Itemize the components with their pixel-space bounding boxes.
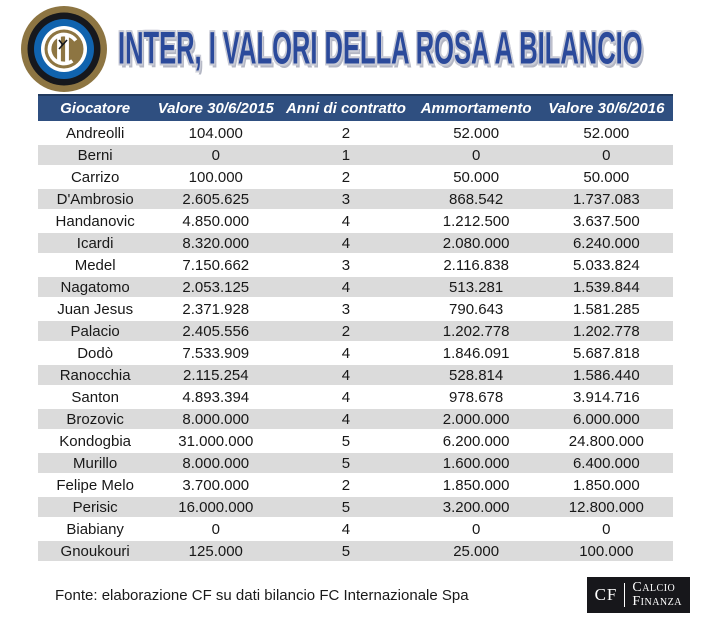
value-cell: 4.893.394 xyxy=(182,388,250,406)
player-name-cell: Dodò xyxy=(77,344,114,362)
column-header: Giocatore xyxy=(38,94,152,121)
page-title: INTER, I VALORI DELLA ROSA A BILANCIO xyxy=(118,23,643,74)
player-name-cell: Brozovic xyxy=(38,409,152,429)
value-cell: 4 xyxy=(279,233,412,253)
value-cell: 4 xyxy=(279,409,412,429)
value-cell: 2 xyxy=(341,168,351,186)
value-cell: 8.000.000 xyxy=(152,453,279,473)
column-header: Anni di contratto xyxy=(279,94,412,121)
value-cell: 100.000 xyxy=(188,168,243,186)
value-cell: 1.600.000 xyxy=(413,453,540,473)
value-cell: 2.000.000 xyxy=(413,409,540,429)
value-cell: 50.000 xyxy=(583,168,630,186)
value-cell: 6.000.000 xyxy=(540,409,673,429)
value-cell: 3.914.716 xyxy=(572,388,640,406)
value-cell: 52.000 xyxy=(583,124,630,142)
value-cell: 3.200.000 xyxy=(413,497,540,517)
value-cell: 1.202.778 xyxy=(413,321,540,341)
value-cell: 2 xyxy=(341,124,351,142)
player-name-cell: Kondogbia xyxy=(59,432,132,450)
value-cell: 3.637.500 xyxy=(572,212,640,230)
value-cell: 4 xyxy=(279,277,412,297)
value-cell: 6.200.000 xyxy=(442,432,510,450)
value-cell: 5 xyxy=(279,497,412,517)
value-cell: 4 xyxy=(341,520,351,538)
value-cell: 3 xyxy=(341,256,351,274)
player-name-cell: Perisic xyxy=(38,497,152,517)
table-row xyxy=(38,343,673,363)
player-name-cell: Juan Jesus xyxy=(57,300,134,318)
value-cell: 4 xyxy=(341,212,351,230)
value-cell: 2.605.625 xyxy=(152,189,279,209)
value-cell: 5 xyxy=(279,453,412,473)
value-cell: 4 xyxy=(279,365,412,385)
table-row xyxy=(38,453,673,473)
table-row xyxy=(38,409,673,429)
inter-crest-icon xyxy=(20,5,108,93)
value-cell: 2 xyxy=(279,321,412,341)
value-cell: 978.678 xyxy=(449,388,504,406)
value-cell: 50.000 xyxy=(453,168,500,186)
value-cell: 1.581.285 xyxy=(572,300,640,318)
table-row xyxy=(38,123,673,143)
table-row xyxy=(38,145,673,165)
value-cell: 0 xyxy=(471,520,481,538)
page-footer xyxy=(55,576,690,614)
value-cell: 52.000 xyxy=(453,124,500,142)
value-cell: 7.533.909 xyxy=(182,344,250,362)
value-cell: 31.000.000 xyxy=(178,432,254,450)
table-row xyxy=(38,299,673,319)
value-cell: 125.000 xyxy=(152,541,279,561)
value-cell: 3 xyxy=(279,189,412,209)
table-row xyxy=(38,497,673,517)
value-cell: 1 xyxy=(279,145,412,165)
table-row xyxy=(38,211,673,231)
column-header: Valore 30/6/2016 xyxy=(540,94,673,121)
value-cell: 25.000 xyxy=(413,541,540,561)
table-row xyxy=(38,387,673,407)
value-cell: 4.850.000 xyxy=(182,212,250,230)
value-cell: 1.212.500 xyxy=(442,212,510,230)
value-cell: 790.643 xyxy=(449,300,504,318)
value-cell: 5 xyxy=(279,541,412,561)
value-cell: 5.687.818 xyxy=(572,344,640,362)
value-cell: 1.202.778 xyxy=(540,321,673,341)
table-row xyxy=(38,365,673,385)
player-name-cell: Berni xyxy=(38,145,152,165)
value-cell: 2.371.928 xyxy=(182,300,250,318)
value-cell: 8.000.000 xyxy=(152,409,279,429)
table-row xyxy=(38,189,673,209)
table-row xyxy=(38,321,673,341)
table-row xyxy=(38,167,673,187)
value-cell: 16.000.000 xyxy=(152,497,279,517)
player-name-cell: Palacio xyxy=(38,321,152,341)
player-name-cell: Biabiany xyxy=(66,520,124,538)
column-header: Valore 30/6/2015 xyxy=(152,94,279,121)
table-row xyxy=(38,519,673,539)
roster-table xyxy=(38,92,673,563)
column-header: Ammortamento xyxy=(413,94,540,121)
player-name-cell: Medel xyxy=(74,256,116,274)
player-name-cell: Gnoukouri xyxy=(38,541,152,561)
value-cell: 1.586.440 xyxy=(540,365,673,385)
table-row xyxy=(38,541,673,561)
value-cell: 1.846.091 xyxy=(442,344,510,362)
value-cell: 4 xyxy=(341,388,351,406)
table-header-row xyxy=(38,94,673,121)
value-cell: 0 xyxy=(152,145,279,165)
table-row xyxy=(38,255,673,275)
value-cell: 1.850.000 xyxy=(572,476,640,494)
cf-monogram: CF xyxy=(594,585,618,604)
value-cell: 8.320.000 xyxy=(152,233,279,253)
value-cell: 1.850.000 xyxy=(442,476,510,494)
value-cell: 2 xyxy=(341,476,351,494)
player-name-cell: Nagatomo xyxy=(38,277,152,297)
source-note: Fonte: elaborazione CF su dati bilancio FC Internazionale Spa xyxy=(55,586,469,604)
value-cell: 0 xyxy=(211,520,220,538)
value-cell: 2.053.125 xyxy=(152,277,279,297)
value-cell: 104.000 xyxy=(188,124,243,142)
value-cell: 4 xyxy=(341,344,351,362)
value-cell: 3 xyxy=(341,300,351,318)
value-cell: 1.737.083 xyxy=(540,189,673,209)
player-name-cell: Andreolli xyxy=(65,124,125,142)
value-cell: 24.800.000 xyxy=(568,432,644,450)
table-row xyxy=(38,475,673,495)
value-cell: 3.700.000 xyxy=(182,476,250,494)
table-row xyxy=(38,277,673,297)
value-cell: 0 xyxy=(540,145,673,165)
value-cell: 6.240.000 xyxy=(540,233,673,253)
player-name-cell: Murillo xyxy=(38,453,152,473)
player-name-cell: Carrizo xyxy=(70,168,120,186)
player-name-cell: Handanovic xyxy=(55,212,135,230)
table-row xyxy=(38,233,673,253)
table-row xyxy=(38,431,673,451)
value-cell: 2.080.000 xyxy=(413,233,540,253)
value-cell: 100.000 xyxy=(540,541,673,561)
logo-divider xyxy=(624,583,625,607)
value-cell: 0 xyxy=(602,520,611,538)
value-cell: 5.033.824 xyxy=(572,256,640,274)
page-header xyxy=(20,4,723,94)
value-cell: 2.116.838 xyxy=(443,256,509,274)
value-cell: 12.800.000 xyxy=(540,497,673,517)
value-cell: 1.539.844 xyxy=(540,277,673,297)
table-body xyxy=(38,123,673,561)
roster-table-container xyxy=(38,92,673,563)
value-cell: 7.150.662 xyxy=(182,256,250,274)
value-cell: 513.281 xyxy=(413,277,540,297)
value-cell: 2.405.556 xyxy=(152,321,279,341)
player-name-cell: Icardi xyxy=(38,233,152,253)
player-name-cell: Ranocchia xyxy=(38,365,152,385)
player-name-cell: Felipe Melo xyxy=(56,476,134,494)
value-cell: 868.542 xyxy=(413,189,540,209)
value-cell: 528.814 xyxy=(413,365,540,385)
calcio-finanza-logo xyxy=(587,577,690,613)
value-cell: 0 xyxy=(413,145,540,165)
value-cell: 5 xyxy=(341,432,351,450)
player-name-cell: Santon xyxy=(71,388,119,406)
player-name-cell: D'Ambrosio xyxy=(38,189,152,209)
value-cell: 2.115.254 xyxy=(152,365,279,385)
value-cell: 6.400.000 xyxy=(540,453,673,473)
logo-wordmark: Calcio Finanza xyxy=(632,580,682,609)
